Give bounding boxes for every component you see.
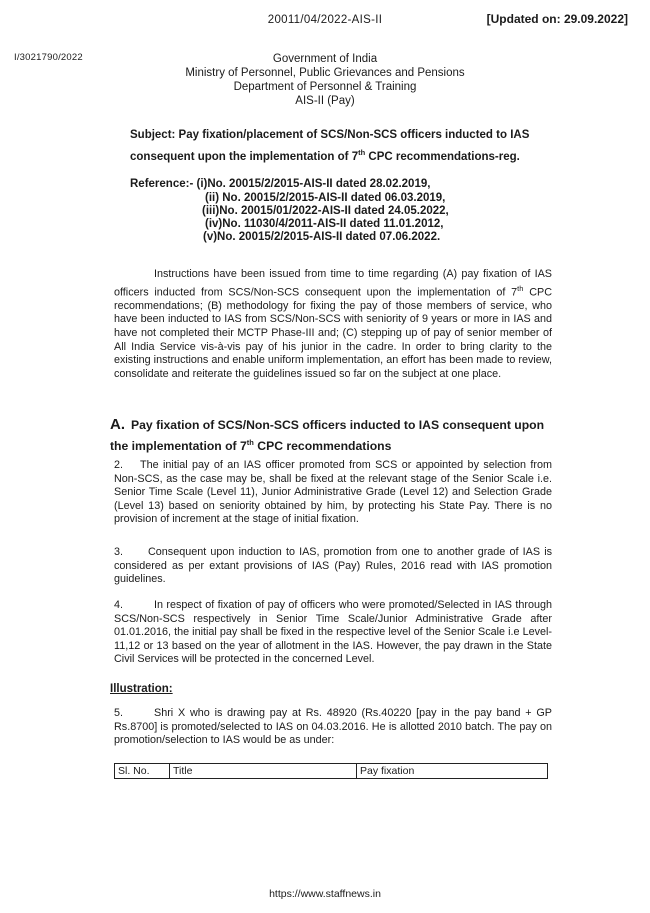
header-government: Government of India: [272, 53, 378, 65]
paragraph-3: 3. Consequent upon induction to IAS, promotion from one to another grade of IAS is considered as per extant provisions of IAS (Pay) Rules, 2016 read with IAS promotion guidelines.: [114, 546, 552, 586]
side-reference-number: I/3021790/2022: [14, 52, 83, 63]
table-header-cell: Pay fixation: [357, 764, 548, 779]
table-header-cell: Sl. No.: [115, 764, 170, 779]
reference-item: (ii) No. 20015/2/2015-AIS-II dated 06.03.2019,: [205, 192, 446, 204]
header-department: Department of Personnel & Training: [233, 81, 417, 93]
illustration-heading: Illustration:: [110, 683, 173, 695]
footer-url[interactable]: https://www.staffnews.in: [269, 888, 381, 900]
reference-item: (iv)No. 11030/4/2011-AIS-II dated 11.01.2012,: [205, 218, 444, 230]
intro-paragraph: Instructions have been issued from time to time regarding (A) pay fixation of IAS officers inducted from SCS/Non-SCS consequent upon the implementation of 7th CPC recommendations; (B) methodology for fixing the pay of those members of service, who have been inducted to IAS from SCS/Non-SCS with seniority of 9 years or more in IAS and have not completed their MCTP Phase-III and; (C) stepping up of pay of senior member of All India Service vis-à-vis pay of his junior in the cadre. In order to bring clarity to the existing instructions and enable uniform implementation, an effort has been made to review, consolidate and reiterate the guidelines issued so far on the subject at one place.: [114, 268, 553, 380]
reference-item: (iii)No. 20015/01/2022-AIS-II dated 24.05.2022,: [202, 205, 449, 217]
updated-date: [Updated on: 29.09.2022]: [486, 12, 628, 26]
table-header-row: [115, 764, 548, 779]
section-a-heading: A. Pay fixation of SCS/Non-SCS officers inducted to IAS consequent upon the implementation of 7th CPC recommendations: [110, 416, 545, 454]
header-section: AIS-II (Pay): [295, 95, 355, 107]
table-header-cell: Title: [170, 764, 357, 779]
subject-line: Subject: Pay fixation/placement of SCS/Non-SCS officers inducted to IAS consequent upon the implementation of 7th CPC recommendations-reg.: [130, 129, 530, 163]
pay-fixation-table: [114, 763, 548, 779]
reference-item: (v)No. 20015/2/2015-AIS-II dated 07.06.2022.: [203, 231, 441, 243]
reference-label: Reference:- (i)No. 20015/2/2015-AIS-II dated 28.02.2019,: [130, 178, 431, 190]
paragraph-5: 5. Shri X who is drawing pay at Rs. 48920 (Rs.40220 [pay in the pay band + GP Rs.8700] is promoted/selected to IAS on 04.03.2016. He is allotted 2010 batch. The pay on promotion/selection to IAS would be as under:: [114, 707, 552, 747]
file-number: 20011/04/2022-AIS-II: [267, 14, 383, 26]
reference-item: (i)No. 20015/2/2015-AIS-II dated 28.02.2019,: [196, 178, 431, 190]
paragraph-2: 2. The initial pay of an IAS officer promoted from SCS or appointed by selection from Non-SCS, as the case may be, shall be fixed at the relevant stage of the Senior Scale i.e. Senior Time Scale (Level 11), Junior Administrative Grade (Level 12) and Selection Grade (Level 13) based on seniority obtained by him, by protecting his State Pay. There is no provision of increment at the stage of initial fixation.: [114, 459, 552, 526]
paragraph-4: 4. In respect of fixation of pay of officers who were promoted/Selected in IAS through SCS/Non-SCS respectively in Senior Time Scale/Junior Administrative Grade after 01.01.2016, the initial pay shall be fixed in the respective level of the Senior Scale i.e Level-11,12 or 13 based on the year of allotment in the IAS. However, the pay drawn in the State Civil Services will be protected in the concerned Level.: [114, 599, 552, 666]
header-ministry: Ministry of Personnel, Public Grievances and Pensions: [185, 67, 465, 79]
